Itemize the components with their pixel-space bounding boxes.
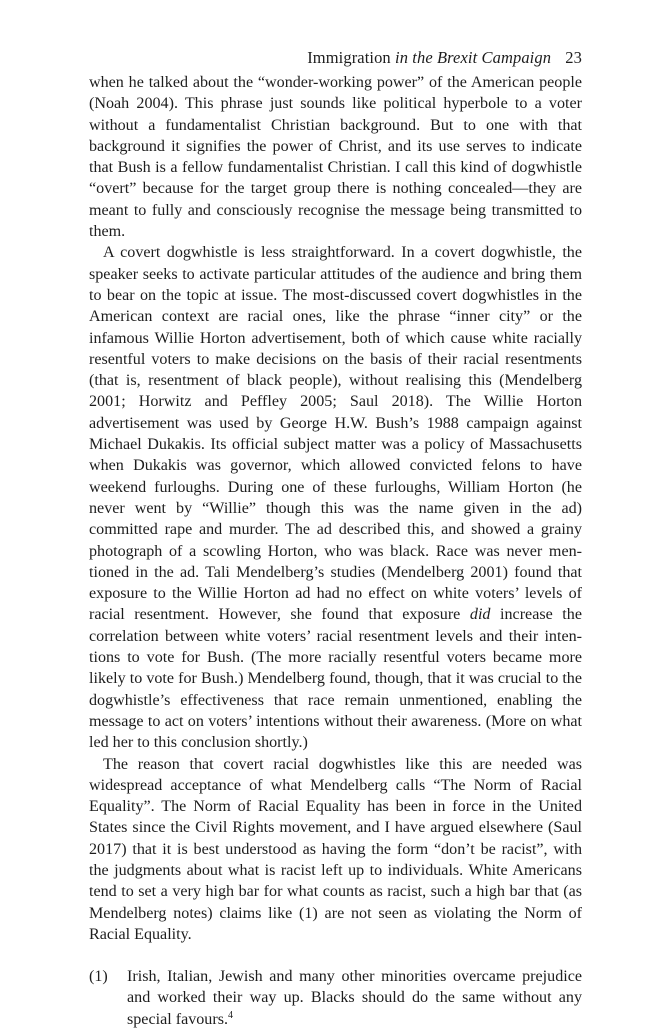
body-text <box>89 72 582 945</box>
numbered-example <box>89 966 582 1030</box>
paragraph-covert-dogwhistle <box>89 242 582 753</box>
paragraph-continued: when he talked about the “wonder-working power” of the American people (Noah 2004). This phrase just sounds like political hyperbole to a voter without a fundamentalist Christian background. But to one with that background it signifies the power of Christ, and its use serves to indicate that Bush is a fellow fundamentalist Christian. I call this kind of dogwhistle “overt” because for the target group there is nothing concealed—they are meant to fully and consciously recognise the message being transmitted to them. <box>89 74 582 241</box>
running-head-title-italic: in the Brexit Campaign <box>395 48 552 67</box>
footnote-marker[interactable]: 4 <box>228 1009 233 1021</box>
running-head-title: Immigration <box>307 48 391 67</box>
example-text: Irish, Italian, Jewish and many other minorities overcame prejudice and worked their way up. Blacks should do the same without any special favours. <box>127 968 582 1028</box>
running-head <box>89 44 582 72</box>
paragraph-text: A covert dogwhistle is less straightforward. In a covert dogwhistle, the speaker seeks to activate particular attitudes of the audience and bring them to bear on the topic at issue. The most-discussed covert dogwhistles in the American context are racial ones, like the phrase “inner city” or the infamous Willie Horton advertisement, both of which cause white racially resentful voters to make decisions on the basis of their racial resentments (that is, resentment of black people), without realising this (Mendelberg 2001; Horwitz and Peffley 2005; Saul 2018). The Willie Horton advertisement was used by George H.W. Bush’s 1988 campaign against Michael Dukakis. Its official subject matter was a policy of Massachusetts when Dukakis was governor, which allowed convicted felons to have weekend furloughs. During one of these furloughs, William Horton (he never went by “Willie” though this was the name given in the ad) committed rape and murder. The ad described this, and showed a grainy photograph of a scowling Horton, who was black. Race was never mentioned in the ad. Tali Mendelberg’s studies (Mendelberg 2001) found that exposure to the Willie Horton ad had no effect on white voters’ levels of racial resentment. However, she found that exposure <box>89 244 582 624</box>
book-page <box>89 44 582 1030</box>
paragraph-text: increase the correlation between white voters’ racial resentment levels and their intentions to vote for Bush. (The more racially resentful voters became more likely to vote for Bush.) Mendelberg found, though, that it was crucial to the dogwhistle’s effectiveness that race remain unmentioned, enabling the message to act on voters’ intentions without their awareness. (More on what led her to this conclusion shortly.) <box>89 606 582 752</box>
emphasis-text: did <box>469 606 491 624</box>
example-number: (1) <box>89 968 108 986</box>
page-number: 23 <box>565 48 582 67</box>
paragraph-norm-of-racial-equality: The reason that covert racial dogwhistles like this are needed was widespread acceptance of what Mendelberg calls “The Norm of Racial Equality”. The Norm of Racial Equality has been in force in the United States since the Civil Rights movement, and I have argued elsewhere (Saul 2017) that it is best understood as having the form “don’t be racist”, with the judgments about what is racist left up to individuals. White Americans tend to set a very high bar for what counts as racist, such a high bar that (as Mendelberg notes) claims like (1) are not seen as violating the Norm of Racial Equality. <box>89 755 582 943</box>
